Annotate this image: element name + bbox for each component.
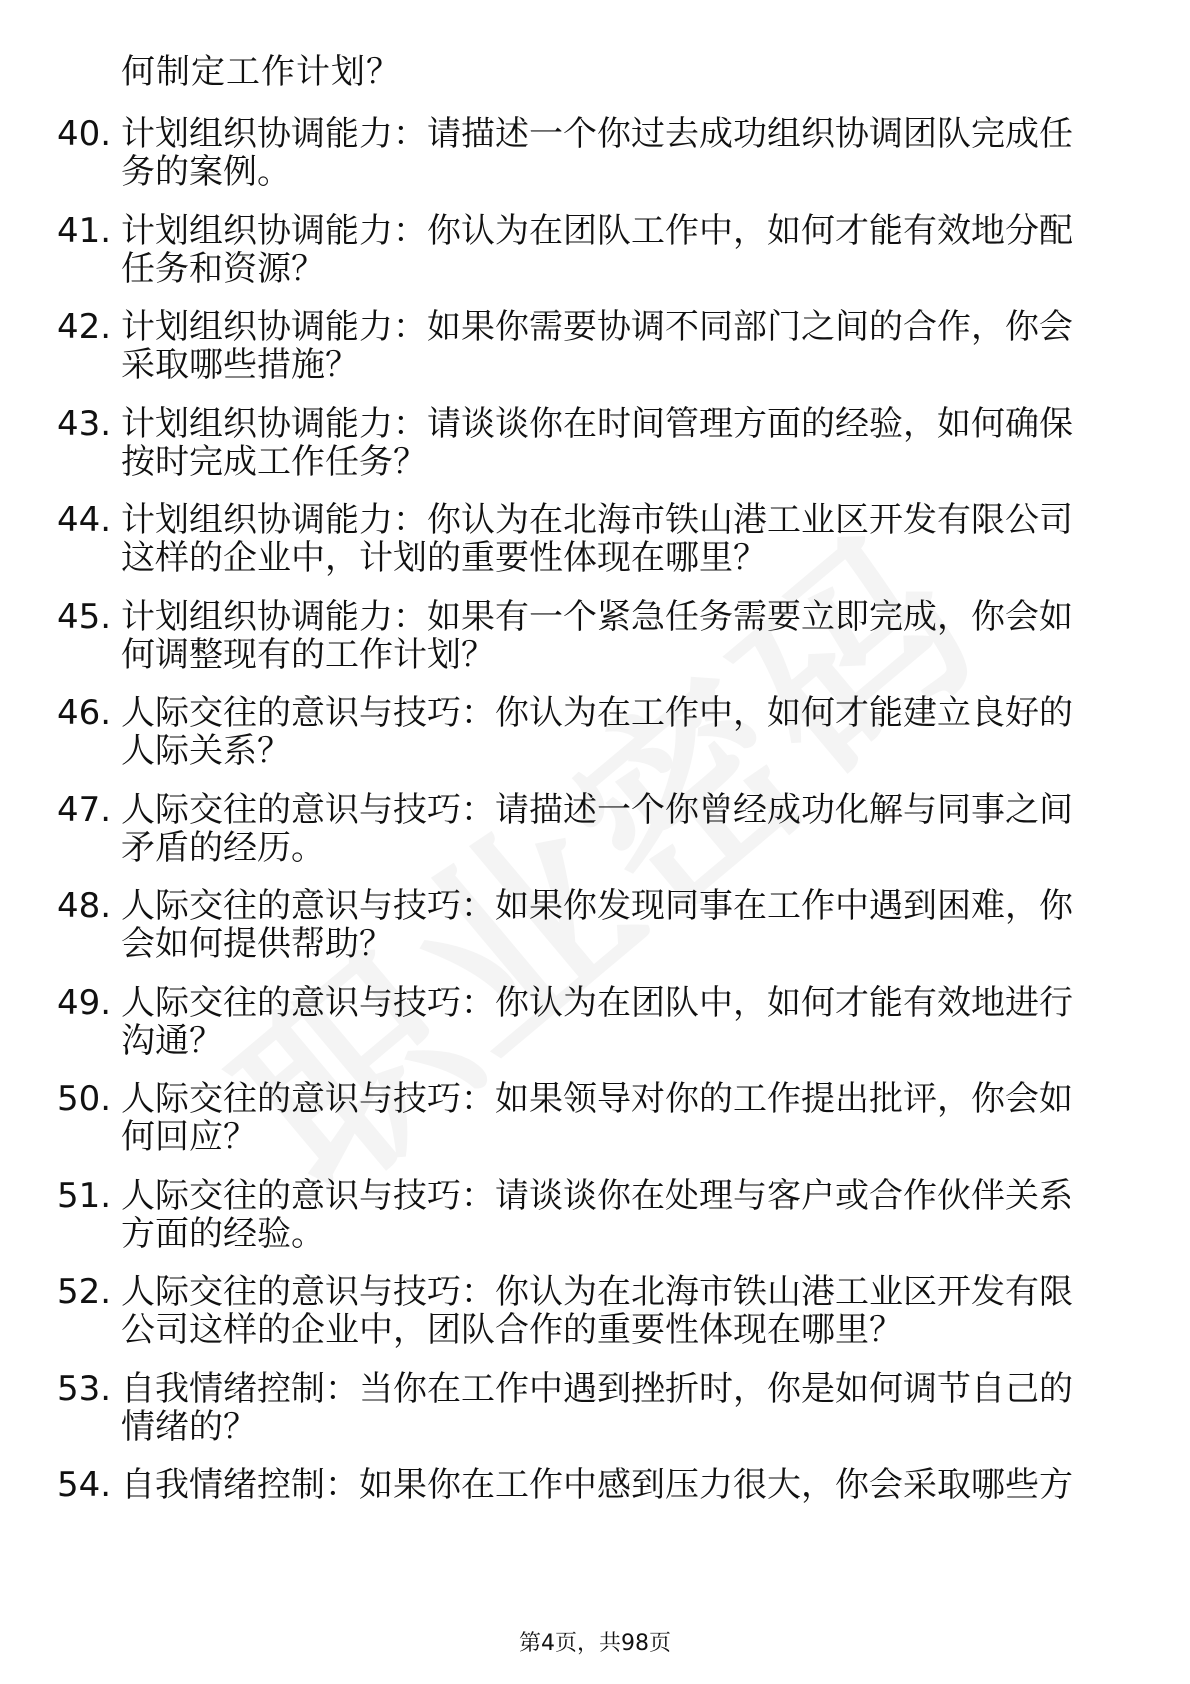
continued-line: 何制定工作计划？ — [121, 52, 401, 92]
page-footer: 第4页，共98页 — [519, 1631, 671, 1656]
question-text-line2: 会如何提供帮助？ — [121, 924, 393, 964]
question-text-line1: 自我情绪控制：如果你在工作中感到压力很大，你会采取哪些方 — [121, 1465, 1073, 1505]
question-text-line1: 人际交往的意识与技巧：你认为在工作中，如何才能建立良好的 — [121, 693, 1073, 733]
question-text-line2: 情绪的？ — [121, 1406, 257, 1447]
question-number: 43. — [57, 403, 112, 444]
question-number: 40. — [57, 114, 112, 154]
question-text-line1: 人际交往的意识与技巧：如果你发现同事在工作中遇到困难，你 — [121, 886, 1073, 926]
question-text-line1: 人际交往的意识与技巧：请谈谈你在处理与客户或合作伙伴关系 — [121, 1175, 1073, 1216]
question-number: 48. — [57, 886, 112, 926]
question-text-line2: 采取哪些措施？ — [121, 345, 359, 385]
question-text-line1: 计划组织协调能力：你认为在团队工作中，如何才能有效地分配 — [121, 210, 1073, 251]
question-text-line2: 何调整现有的工作计划？ — [121, 634, 495, 675]
question-text-line2: 任务和资源？ — [121, 248, 325, 289]
question-text-line1: 计划组织协调能力：如果你需要协调不同部门之间的合作，你会 — [121, 307, 1073, 347]
question-number: 45. — [57, 596, 112, 637]
question-text-line2: 公司这样的企业中，团队合作的重要性体现在哪里？ — [121, 1310, 903, 1350]
question-number: 46. — [57, 693, 112, 733]
question-text-line1: 自我情绪控制：当你在工作中遇到挫折时，你是如何调节自己的 — [121, 1368, 1073, 1409]
question-text-line1: 计划组织协调能力：请谈谈你在时间管理方面的经验，如何确保 — [121, 403, 1073, 444]
question-text-line1: 计划组织协调能力：请描述一个你过去成功组织协调团队完成任 — [121, 114, 1073, 154]
question-text-line2: 人际关系？ — [121, 731, 291, 771]
question-number: 51. — [57, 1175, 112, 1216]
question-number: 49. — [57, 982, 112, 1023]
question-text-line2: 何回应？ — [121, 1117, 257, 1157]
question-text-line2: 方面的经验。 — [121, 1213, 325, 1254]
question-text-line2: 这样的企业中，计划的重要性体现在哪里？ — [121, 538, 767, 578]
question-text-line1: 人际交往的意识与技巧：请描述一个你曾经成功化解与同事之间 — [121, 789, 1073, 830]
question-number: 50. — [57, 1079, 112, 1119]
question-number: 44. — [57, 500, 112, 540]
question-number: 47. — [57, 789, 112, 830]
question-number: 54. — [57, 1465, 112, 1505]
question-text-line2: 按时完成工作任务？ — [121, 441, 427, 482]
question-text-line1: 人际交往的意识与技巧：你认为在团队中，如何才能有效地进行 — [121, 982, 1073, 1023]
question-text-line2: 务的案例。 — [121, 152, 291, 192]
question-number: 52. — [57, 1272, 112, 1312]
question-text-line1: 计划组织协调能力：如果有一个紧急任务需要立即完成，你会如 — [121, 596, 1073, 637]
question-number: 42. — [57, 307, 112, 347]
question-text-line2: 沟通？ — [121, 1020, 223, 1061]
question-text-line1: 人际交往的意识与技巧：如果领导对你的工作提出批评，你会如 — [121, 1079, 1073, 1119]
question-number: 53. — [57, 1368, 112, 1409]
question-text-line1: 人际交往的意识与技巧：你认为在北海市铁山港工业区开发有限 — [121, 1272, 1073, 1312]
question-number: 41. — [57, 210, 112, 251]
question-text-line2: 矛盾的经历。 — [121, 827, 325, 868]
question-text-line1: 计划组织协调能力：你认为在北海市铁山港工业区开发有限公司 — [121, 500, 1073, 540]
